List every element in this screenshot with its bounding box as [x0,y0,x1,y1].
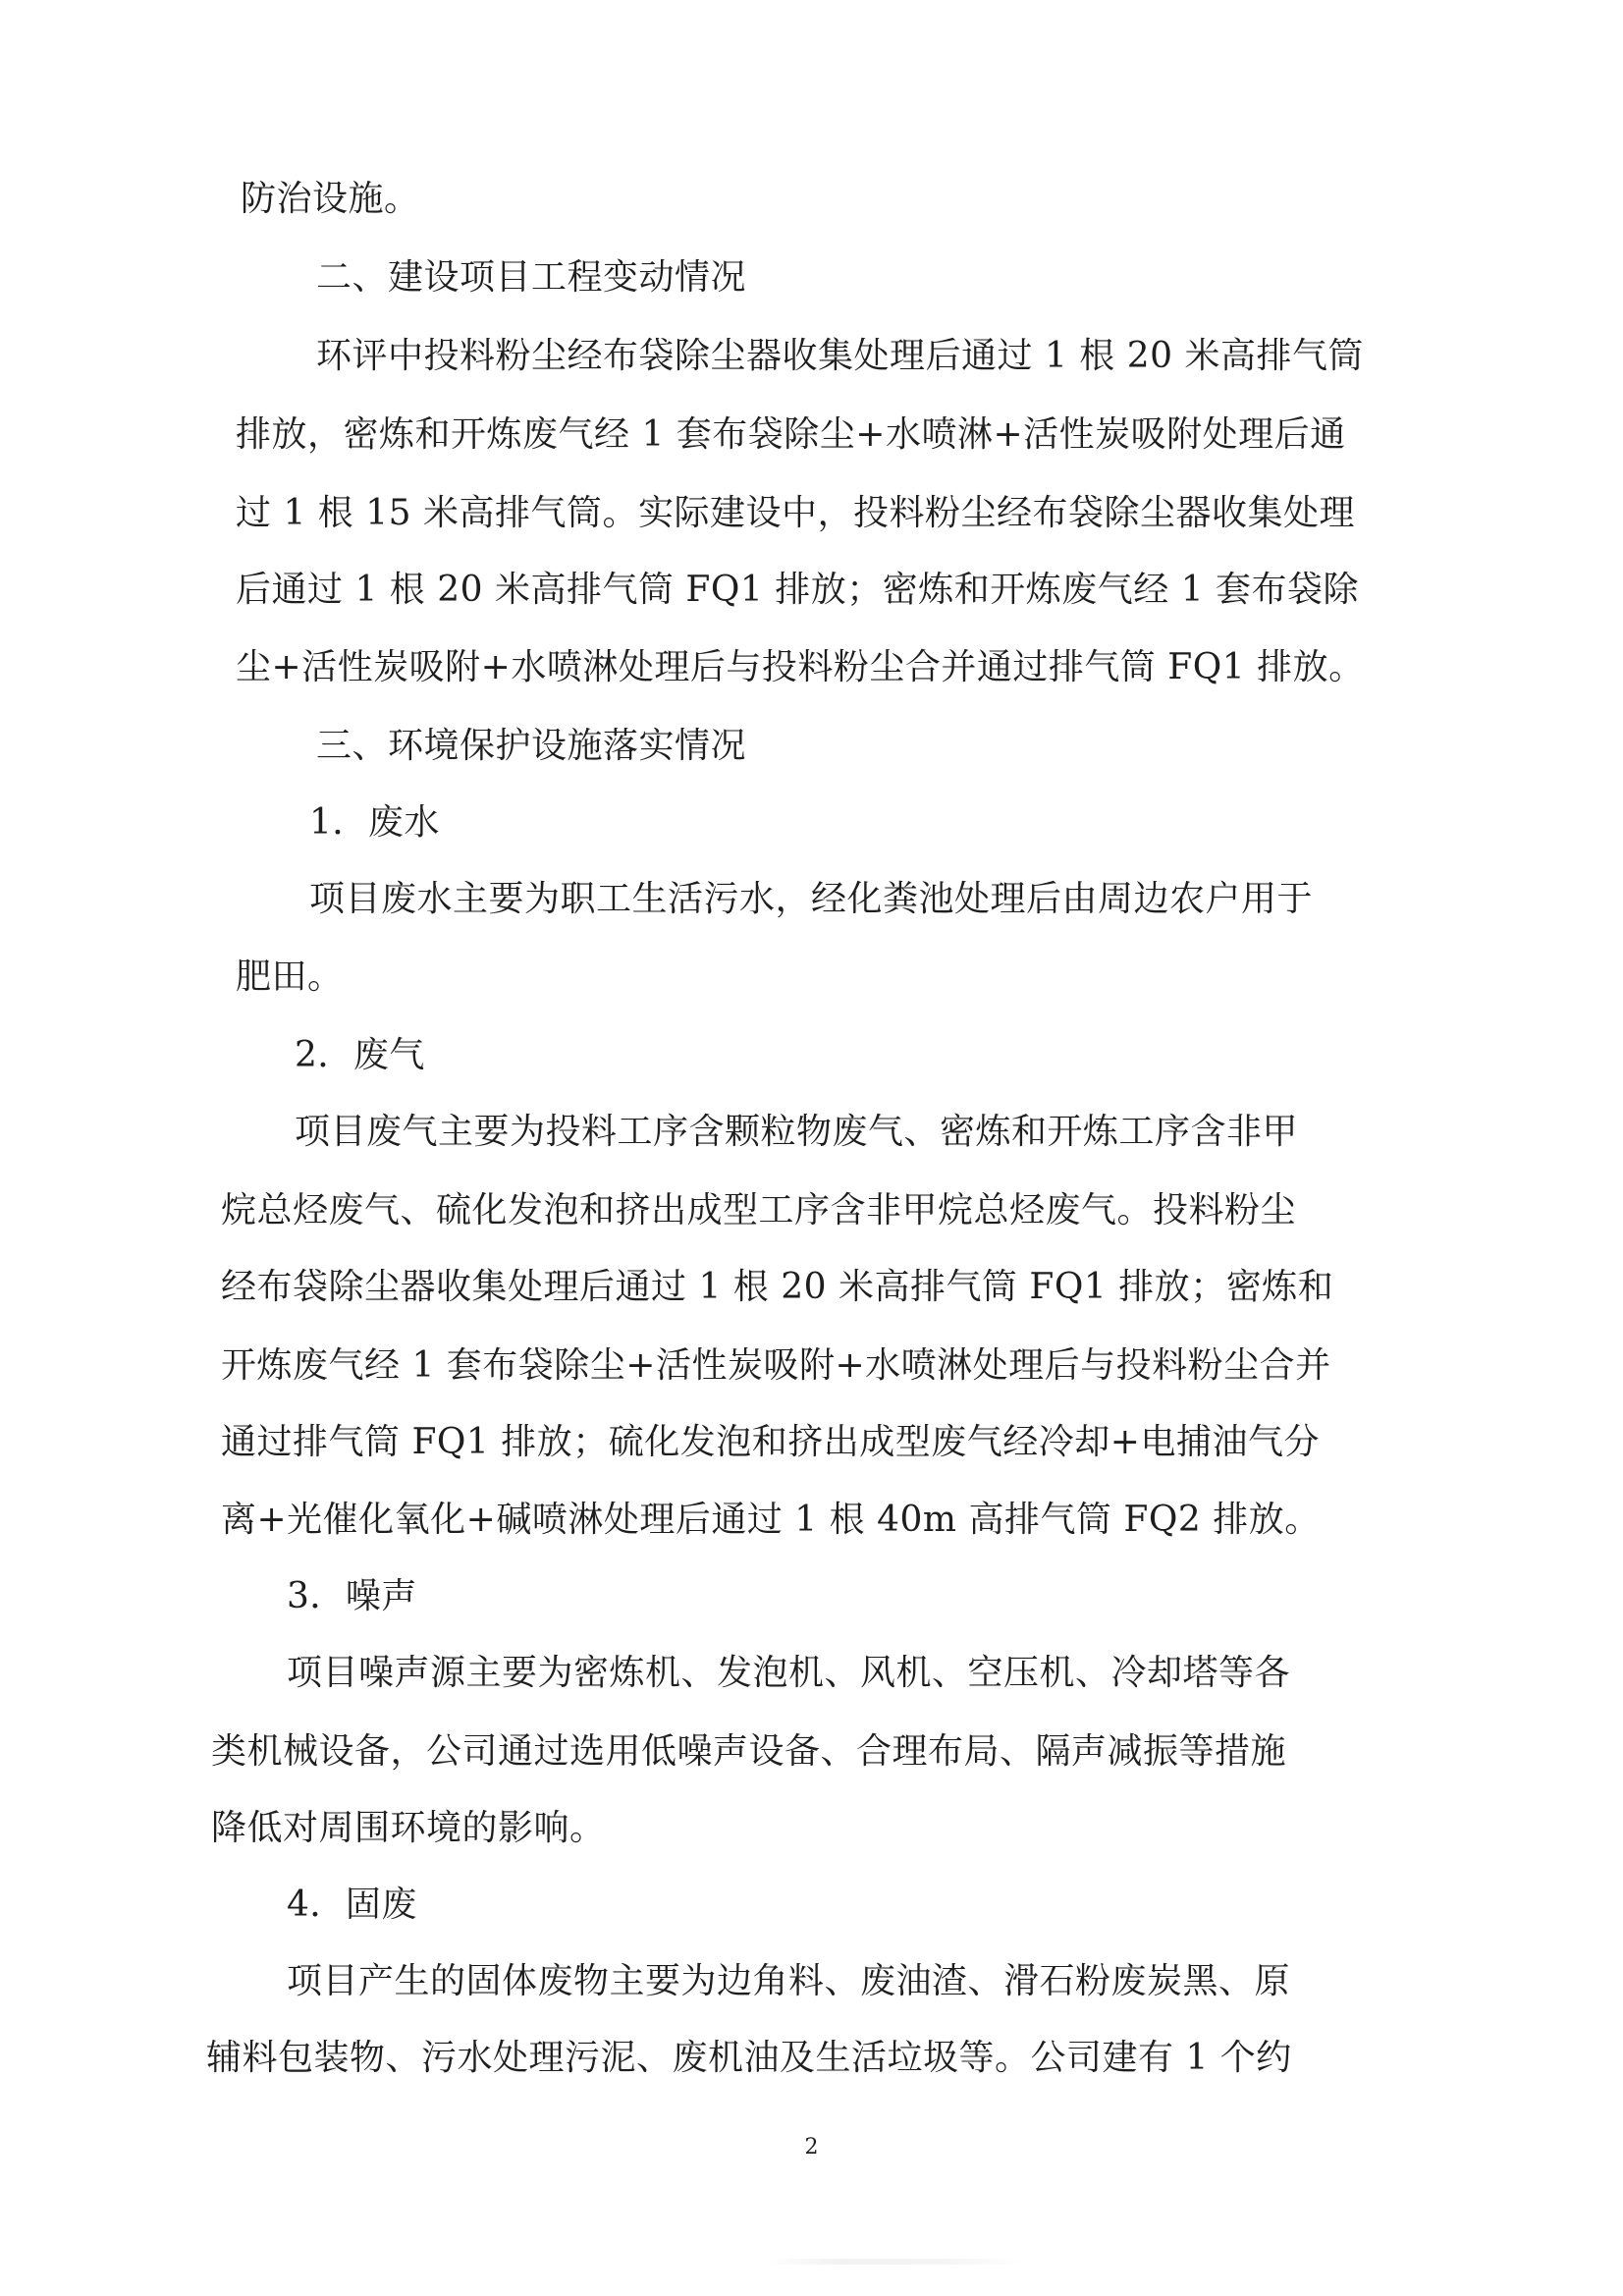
text-line: 辅料包装物、污水处理污泥、废机油及生活垃圾等。公司建有 1 个约 [206,2038,1292,2078]
text-line: 项目废气主要为投料工序含颗粒物废气、密炼和开炼工序含非甲 [295,1112,1299,1152]
text-line: 通过排气筒 FQ1 排放；硫化发泡和挤出成型废气经冷却+电捕油气分 [221,1422,1320,1462]
text-line: 经布袋除尘器收集处理后通过 1 根 20 米高排气筒 FQ1 排放；密炼和 [221,1267,1334,1307]
text-line: 项目产生的固体废物主要为边角料、废油渣、滑石粉废炭黑、原 [287,1961,1291,2001]
text-line: 2．废气 [295,1035,425,1075]
text-line: 烷总烃废气、硫化发泡和挤出成型工序含非甲烷总烃废气。投料粉尘 [221,1190,1297,1230]
scan-artifact [766,2259,1021,2265]
text-line: 三、环境保护设施落实情况 [316,726,747,766]
text-line: 离+光催化氧化+碱喷淋处理后通过 1 根 40m 高排气筒 FQ2 排放。 [221,1500,1321,1540]
text-line: 环评中投料粉尘经布袋除尘器收集处理后通过 1 根 20 米高排气筒 [316,336,1364,376]
page-number: 2 [804,2135,819,2159]
text-line: 类机械设备，公司通过选用低噪声设备、合理布局、隔声减振等措施 [211,1731,1287,1772]
text-line: 过 1 根 15 米高排气筒。实际建设中，投料粉尘经布袋除尘器收集处理 [236,493,1355,533]
text-line: 项目噪声源主要为密炼机、发泡机、风机、空压机、冷却塔等各 [287,1653,1291,1693]
text-line: 3．噪声 [287,1576,417,1616]
text-line: 4．固废 [287,1885,417,1925]
text-line: 排放，密炼和开炼废气经 1 套布袋除尘+水喷淋+活性炭吸附处理后通 [236,414,1346,455]
text-line: 1．废水 [309,802,440,843]
text-line: 开炼废气经 1 套布袋除尘+活性炭吸附+水喷淋处理后与投料粉尘合并 [221,1345,1331,1386]
text-line: 项目废水主要为职工生活污水，经化粪池处理后由周边农户用于 [309,879,1314,919]
text-line: 肥田。 [236,957,344,997]
text-line: 二、建设项目工程变动情况 [316,257,747,298]
text-line: 降低对周围环境的影响。 [211,1808,606,1848]
text-line: 尘+活性炭吸附+水喷淋处理后与投料粉尘合并通过排气筒 FQ1 排放。 [236,647,1365,687]
text-line: 防治设施。 [241,179,420,219]
text-line: 后通过 1 根 20 米高排气筒 FQ1 排放；密炼和开炼废气经 1 套布袋除 [236,570,1360,610]
